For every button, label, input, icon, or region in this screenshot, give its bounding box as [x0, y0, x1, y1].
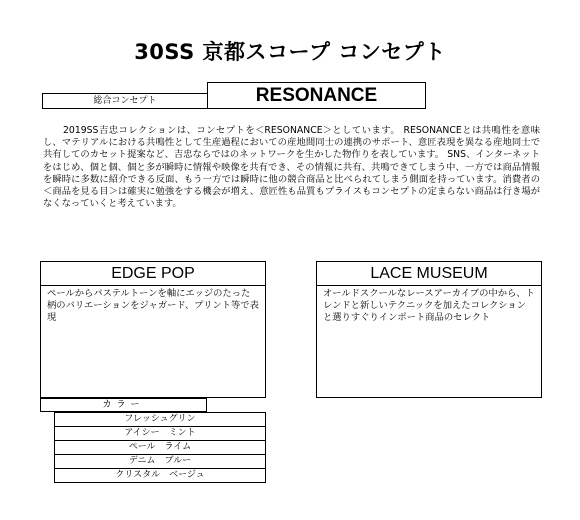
color-item: デニム ブルー	[54, 455, 266, 469]
lace-museum-title: LACE MUSEUM	[316, 261, 542, 286]
lace-museum-description: オールドスクールなレースアーカイブの中から、トレンドと新しいテクニックを加えたコレクションと選りすぐりインポート商品のセレクト	[316, 286, 542, 398]
color-list	[54, 412, 266, 483]
color-item: フレッシュグリン	[54, 412, 266, 427]
color-item: ペール ライム	[54, 441, 266, 455]
color-label: カラー	[40, 398, 207, 412]
concept-value: RESONANCE	[207, 82, 426, 109]
edge-pop-description: ペールからパステルトーンを軸にエッジのたった柄のバリエーションをジャガード、プリント等で表現	[40, 286, 266, 398]
edge-pop-title: EDGE POP	[40, 261, 266, 286]
concept-description: 2019SS吉忠コレクションは、コンセプトを＜RESONANCE＞としています。 RESONANCEとは共鳴性を意味し、マテリアルにおける共鳴性として生産過程においての産地間同士の連携のサポート、意匠表現を異なる産地同士で共有してのカセット提案など、吉忠ならではのネットワークを生かした物作りを表しています。 SNS、インターネットをはじめ、個と個、個と多が瞬時に情報や映像を共有でき、その情報に共有、共鳴できてしまう中、一方では商品情報を瞬時に多数に紹介できる反面、もう一方では瞬時に他の競合商品と比べられてしまう側面を持っています。消費者の＜商品を見る目＞は確実に勉強をする機会が増え、意匠性も品質もプライスもコンセプトの定まらない商品は行き場がなくなっていくと考えています。	[43, 125, 540, 210]
color-item: アイシー ミント	[54, 427, 266, 441]
page-title: 30SS 京都スコープ コンセプト	[134, 40, 446, 64]
color-item: クリスタル ベージュ	[54, 469, 266, 483]
concept-label: 総合コンセプト	[42, 93, 208, 109]
